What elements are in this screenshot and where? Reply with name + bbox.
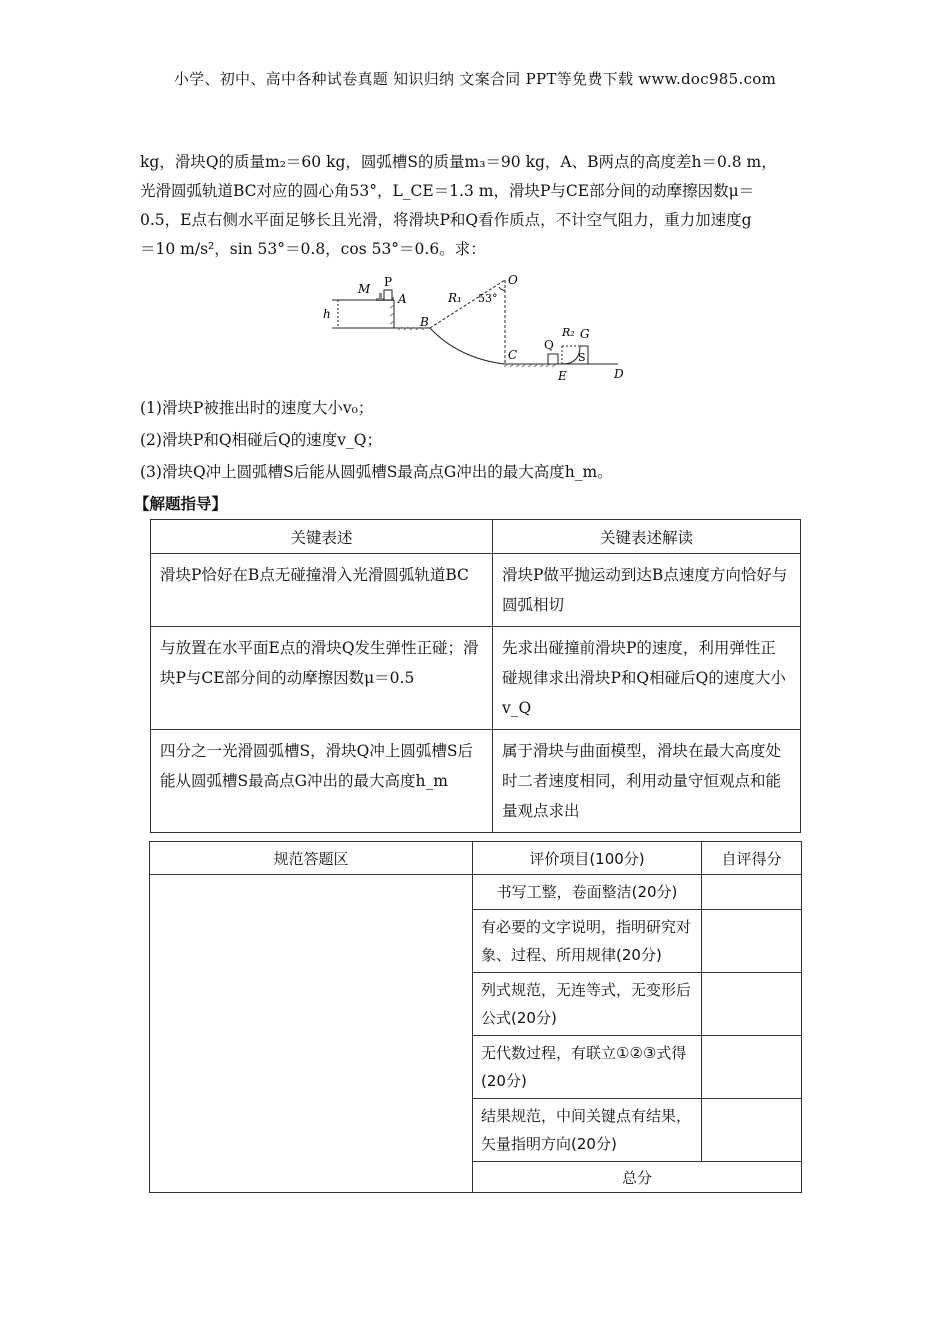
label-p: P: [384, 275, 393, 289]
label-r1: R₁: [448, 291, 462, 305]
label-s: S: [578, 351, 586, 364]
table-row: [151, 730, 801, 833]
guide-header-1: 关键表述: [151, 520, 493, 554]
guide-title: 【解题指导】: [134, 494, 228, 513]
label-e: E: [558, 369, 567, 383]
problem-text: [140, 148, 812, 264]
block-p: [384, 290, 392, 300]
label-h: h: [323, 307, 331, 321]
table-row: [151, 554, 801, 627]
guide-cell: 与放置在水平面E点的滑块Q发生弹性正碰；滑块P与CE部分间的动摩擦因数μ＝0.5: [151, 627, 493, 730]
evaluation-item: 有必要的文字说明，指明研究对象、过程、所用规律(20分): [473, 910, 702, 973]
label-q: Q: [544, 338, 554, 352]
block-q: [548, 354, 558, 364]
guide-cell: 先求出碰撞前滑块P的速度，利用弹性正碰规律求出滑块P和Q相碰后Q的速度大小v_Q: [493, 627, 801, 730]
evaluation-item: 结果规范，中间关键点有结果，矢量指明方向(20分): [473, 1099, 702, 1162]
page-header: 小学、初中、高中各种试卷真题 知识归纳 文案合同 PPT等免费下载 www.doc985.com: [173, 70, 777, 88]
angle-arc: [499, 287, 505, 290]
guide-cell: 属于滑块与曲面模型，滑块在最大高度处时二者速度相同，利用动量守恒观点和能量观点求出: [493, 730, 801, 833]
table-row: [151, 627, 801, 730]
self-score-cell[interactable]: [702, 910, 802, 973]
question-2: (2)滑块P和Q相碰后Q的速度v_Q；: [140, 431, 383, 449]
problem-line-2: 光滑圆弧轨道BC对应的圆心角53°，L_CE＝1.3 m，滑块P与CE部分间的动摩擦因数μ＝: [140, 182, 755, 200]
score-table: [149, 841, 802, 1193]
guide-header-2: 关键表述解读: [493, 520, 801, 554]
problem-line-3: 0.5，E点右侧水平面足够长且光滑，将滑块P和Q看作质点，不计空气阻力，重力加速度g: [140, 211, 752, 229]
table-row: [150, 875, 802, 910]
evaluation-item: 书写工整，卷面整洁(20分): [473, 875, 702, 910]
total-label: 总分: [473, 1162, 802, 1193]
answer-area-header: 规范答题区: [150, 842, 473, 875]
label-r2: R₂: [562, 326, 575, 339]
guide-cell: 滑块P恰好在B点无碰撞滑入光滑圆弧轨道BC: [151, 554, 493, 627]
label-a: A: [398, 292, 407, 306]
guide-cell: 四分之一光滑圆弧槽S，滑块Q冲上圆弧槽S后能从圆弧槽S最高点G冲出的最大高度h_m: [151, 730, 493, 833]
answer-area[interactable]: [150, 875, 473, 1193]
arc-bc: [430, 328, 504, 364]
guide-table: [150, 519, 801, 833]
self-score-header: 自评得分: [702, 842, 802, 875]
question-1: (1)滑块P被推出时的速度大小v₀；: [140, 399, 374, 417]
evaluation-item: 无代数过程，有联立①②③式得(20分): [473, 1036, 702, 1099]
evaluation-header: 评价项目(100分): [473, 842, 702, 875]
question-3: (3)滑块Q冲上圆弧槽S后能从圆弧槽S最高点G冲出的最大高度h_m。: [140, 463, 613, 481]
pusher-m: [379, 293, 382, 300]
self-score-cell[interactable]: [702, 875, 802, 910]
self-score-cell[interactable]: [702, 973, 802, 1036]
label-g: G: [580, 327, 590, 341]
self-score-cell[interactable]: [702, 1099, 802, 1162]
problem-line-1: kg，滑块Q的质量m₂＝60 kg，圆弧槽S的质量m₃＝90 kg，A、B两点的高度差h＝0.8 m，: [140, 153, 777, 171]
guide-cell: 滑块P做平抛运动到达B点速度方向恰好与圆弧相切: [493, 554, 801, 627]
hatching-platform: [390, 297, 394, 324]
evaluation-item: 列式规范，无连等式，无变形后公式(20分): [473, 973, 702, 1036]
label-o: O: [508, 273, 518, 287]
label-angle: 53°: [478, 292, 498, 305]
self-score-cell[interactable]: [702, 1036, 802, 1099]
physics-diagram: [318, 272, 638, 384]
problem-line-4: ＝10 m/s²，sin 53°＝0.8，cos 53°＝0.6。求：: [140, 240, 486, 258]
label-m: M: [358, 282, 371, 296]
label-c: C: [508, 348, 518, 362]
label-d: D: [614, 367, 624, 381]
label-b: B: [420, 315, 429, 329]
